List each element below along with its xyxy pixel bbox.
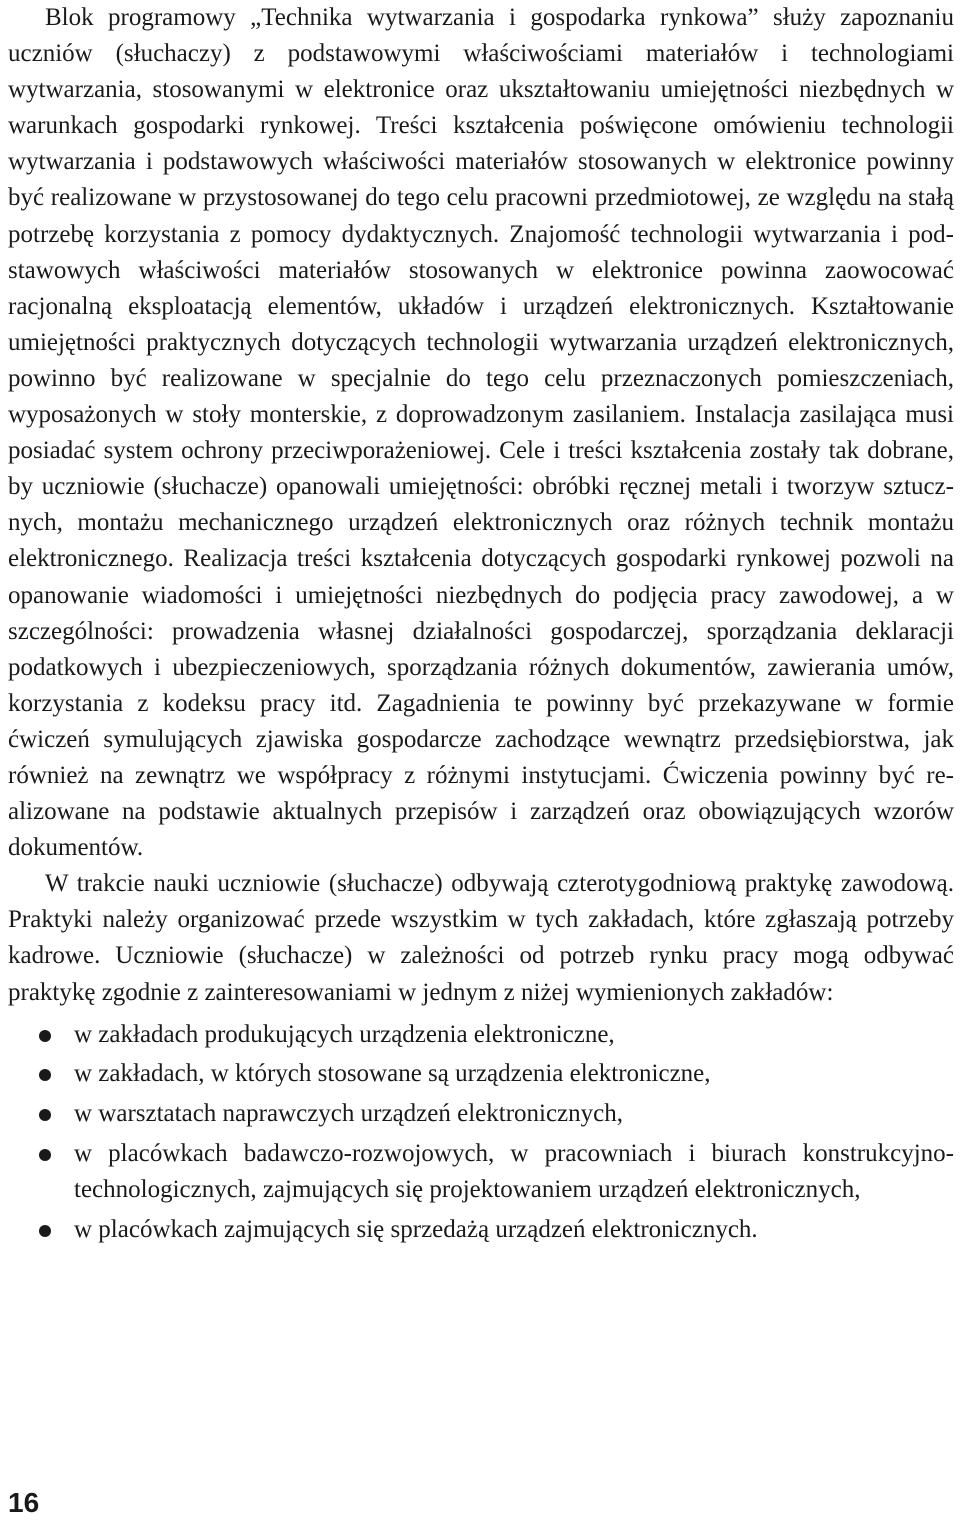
list-item	[8, 1056, 954, 1092]
page-number: 16	[8, 1487, 40, 1518]
bullet-icon	[39, 1109, 51, 1121]
list-item-text: w warsztatach naprawczych urządzeń elektronicznych,	[74, 1100, 623, 1128]
list-item-text: w placówkach zajmujących się sprzedażą urządzeń elektronicznych.	[74, 1215, 758, 1243]
page-content	[8, 0, 954, 1252]
bullet-icon	[39, 1069, 51, 1081]
list-item	[8, 1017, 954, 1053]
list-item-text: w zakładach, w których stosowane są urządzenia elektroniczne,	[74, 1060, 711, 1088]
bullet-icon	[39, 1225, 51, 1237]
list-item	[8, 1096, 954, 1132]
bullet-icon	[39, 1149, 51, 1161]
list-item	[8, 1212, 954, 1248]
bullet-icon	[39, 1030, 51, 1042]
paragraph-apprenticeship: W trakcie nauki uczniowie (słuchacze) odbywają czterotygodniową praktykę zawodową. Praktyki należy organizować przede wszystkim w tych zakładach, które zgłaszają potrzeby kadrowe. Uczniowie (słuchacze) w zależności od potrzeb rynku pracy mogą odbywać praktykę zgodnie z zainteresowaniami w jednym z niżej wymienionych zakładów:	[8, 870, 954, 1006]
list-item	[8, 1136, 954, 1208]
list-item-text: w zakładach produkujących urządzenia elektroniczne,	[74, 1020, 615, 1048]
paragraph-program-block: Blok programowy „Technika wytwarzania i gospodarka rynkowa” służy zapoznaniu uczniów (słuchaczy) z podstawowymi właściwościami materiałów i technologiami wytwarzania, stosowanymi w elektronice oraz ukształtowaniu umiejętności niezbędnych w warunkach gospodarki rynkowej. Treści kształcenia poświęcone omówieniu technologii wytwarzania i podstawowych właściwości materiałów stosowanych w elektronice powinny być realizowane w przystosowanej do tego celu pracowni przedmiotowej, ze względu na stałą potrzebę korzystania z pomocy dydaktycznych. Znajomość technologii wytwarzania i podstawowych właściwości materiałów stosowanych w elektronice powinna zaowocować racjonalną eksploatacją elementów, układów i urządzeń elektronicznych. Kształtowanie umiejętności praktycznych dotyczących technologii wytwarzania urządzeń elektronicznych, powinno być realizowane w specjalnie do tego celu przeznaczonych pomieszczeniach, wyposażonych w stoły monterskie, z doprowadzonym zasilaniem. Instalacja zasilająca musi posiadać system ochrony przeciwporażeniowej. Cele i treści kształcenia zostały tak dobrane, by uczniowie (słuchacze) opanowali umiejętności: obróbki ręcznej metali i tworzyw sztucznych, montażu mechanicznego urządzeń elektronicznych oraz różnych technik montażu elektronicznego. Realizacja treści kształcenia dotyczących gospodarki rynkowej pozwoli na opanowanie wiadomości i umiejętności niezbędnych do podjęcia pracy zawodowej, a w szczególności: prowadzenia własnej działalności gospodarczej, sporządzania deklaracji podatkowych i ubezpieczeniowych, sporządzania różnych dokumentów, zawierania umów, korzystania z kodeksu pracy itd. Zagadnienia te powinny być przekazywane w formie ćwiczeń symulujących zjawiska gospodarcze zachodzące wewnątrz przedsiębiorstwa, jak również na zewnątrz we współpracy z różnymi instytucjami. Ćwiczenia powinny być realizowane na podstawie aktualnych przepisów i zarządzeń oraz obowiązujących wzorów dokumentów.	[8, 4, 954, 862]
list-item-text: w placówkach badawczo-rozwojowych, w pracowniach i biurach konstrukcyjno-technologicznych, zajmujących się projektowaniem urządzeń elektronicznych,	[74, 1139, 954, 1204]
workplace-list	[8, 1017, 954, 1248]
